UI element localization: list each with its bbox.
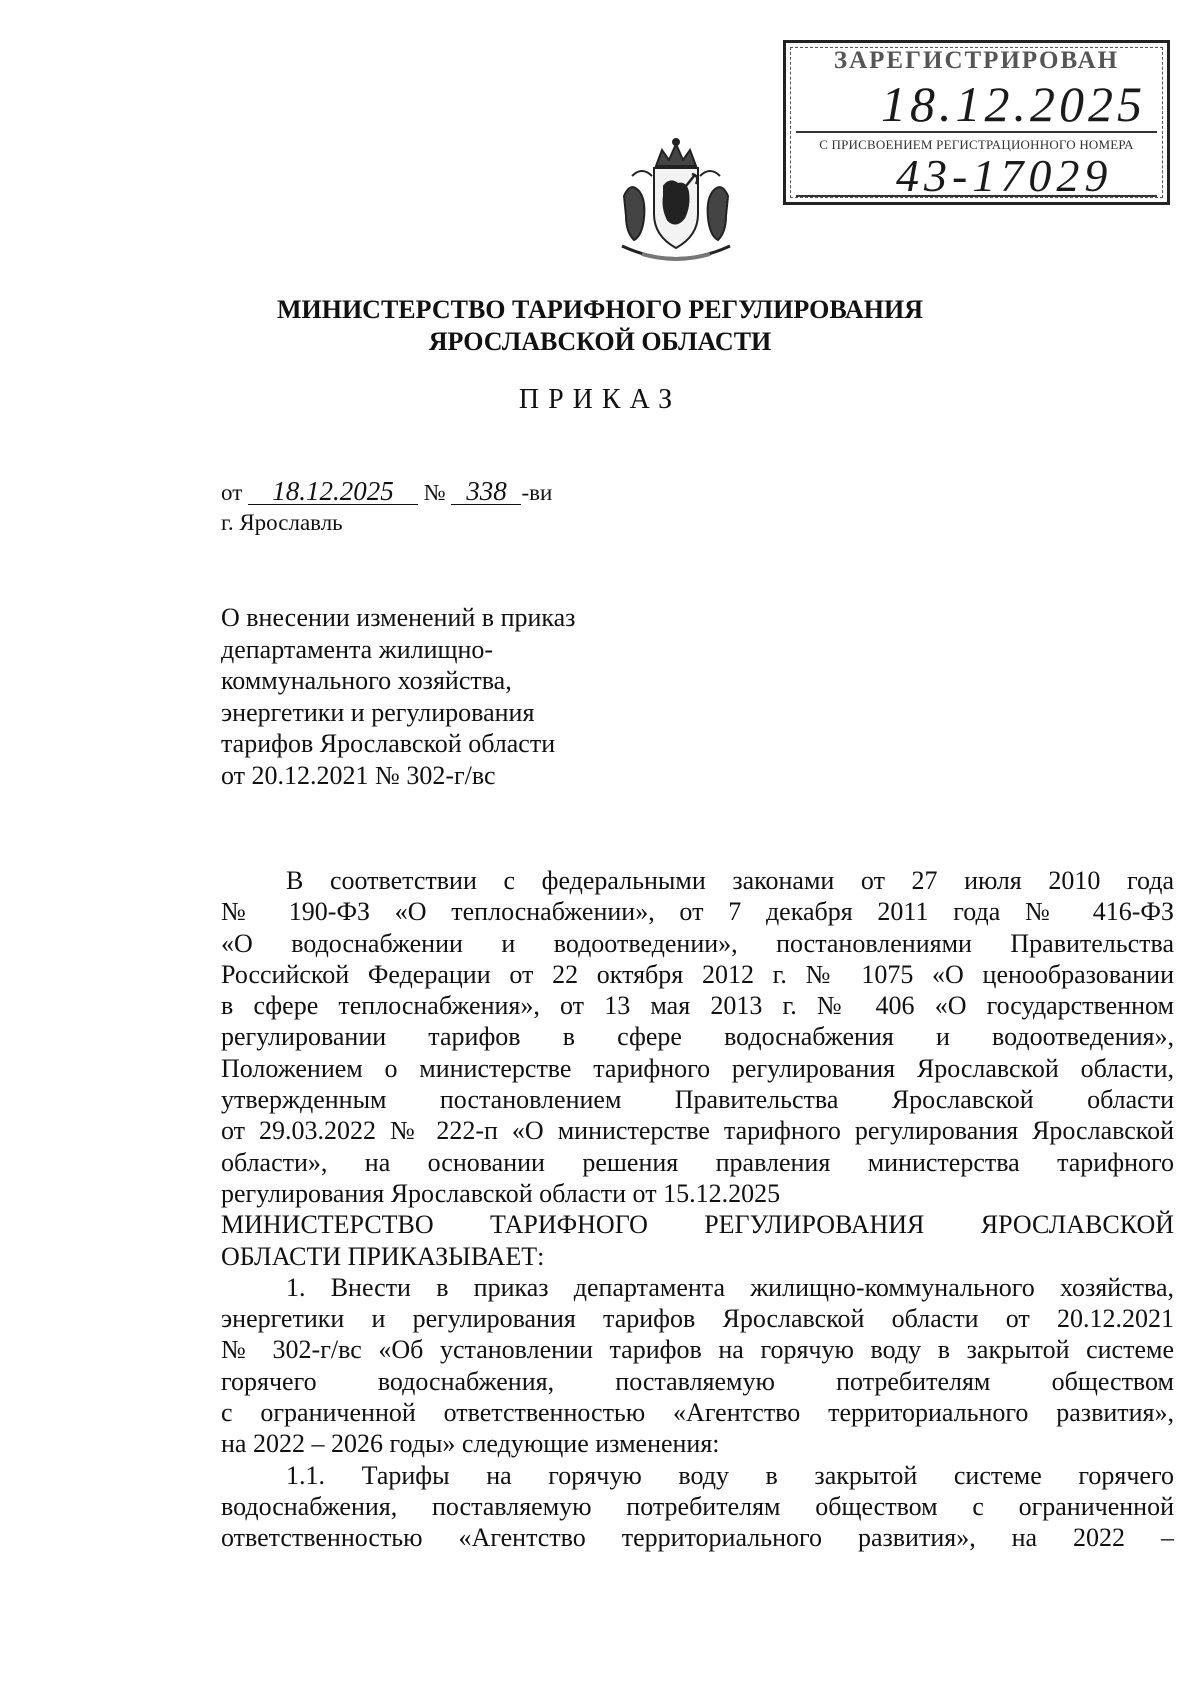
body-line: энергетики и регулирования тарифов Ярославской области от 20.12.2021 — [221, 1304, 1174, 1334]
stamp-divider — [796, 195, 1157, 197]
order-city: г. Ярославль — [221, 510, 343, 535]
order-line — [221, 478, 552, 506]
stamp-caption: С ПРИСВОЕНИЕМ РЕГИСТРАЦИОННОГО НОМЕРА — [819, 137, 1134, 152]
body-line: регулировании тарифов в сфере водоснабжения и водоотведения», — [221, 1022, 1174, 1052]
body-line: Российской Федерации от 22 октября 2012 г. № 1075 «О ценообразовании — [221, 959, 1174, 989]
subject-line: тарифов Ярославской области — [221, 729, 556, 758]
body-line: с ограниченной ответственностью «Агентство территориального развития», — [221, 1398, 1174, 1428]
body-line: в сфере теплоснабжения», от 13 мая 2013 г. № 406 «О государственном — [221, 991, 1174, 1021]
order-subject — [221, 602, 641, 791]
body-line: регулирования Ярославской области от 15.12.2025 — [221, 1178, 781, 1208]
document-type-title: ПРИКАЗ — [518, 384, 682, 415]
body-line: утвержденным постановлением Правительства Ярославской области — [221, 1085, 1174, 1115]
body-line: ответственностью «Агентство территориального развития», на 2022 – — [221, 1523, 1174, 1553]
order-handwritten-date: 18.12.2025 — [248, 478, 418, 505]
stamp-handwritten-date: 18.12.2025 — [881, 76, 1146, 132]
subject-line: коммунального хозяйства, — [221, 666, 512, 695]
ministry-name-line-1: МИНИСТЕРСТВО ТАРИФНОГО РЕГУЛИРОВАНИЯ — [276, 295, 924, 324]
body-line: МИНИСТЕРСТВО ТАРИФНОГО РЕГУЛИРОВАНИЯ ЯРОСЛАВСКОЙ — [221, 1210, 1174, 1240]
order-body-text — [221, 865, 1174, 1554]
subject-line: О внесении изменений в приказ — [221, 603, 576, 632]
subject-line: департамента жилищно- — [221, 634, 494, 664]
body-line: области», на основании решения правления министерства тарифного — [221, 1147, 1174, 1177]
registration-stamp — [783, 40, 1170, 205]
body-line: 1. Внести в приказ департамента жилищно-коммунального хозяйства, — [286, 1272, 1174, 1302]
subject-line: от 20.12.2021 № 302-г/вс — [221, 760, 496, 790]
body-line: В соответствии с федеральными законами от 27 июля 2010 года — [286, 866, 1174, 895]
body-line: ОБЛАСТИ ПРИКАЗЫВАЕТ: — [221, 1241, 545, 1271]
body-line: на 2022 – 2026 годы» следующие изменения: — [221, 1429, 720, 1459]
body-line: водоснабжения, поставляемую потребителям обществом с ограниченной — [221, 1491, 1174, 1521]
subject-line: энергетики и регулирования — [221, 697, 535, 727]
stamp-title: ЗАРЕГИСТРИРОВАН — [833, 47, 1120, 74]
order-handwritten-number: 338 — [451, 478, 521, 505]
order-number-label: № — [423, 480, 446, 505]
order-from-label: от — [221, 480, 243, 505]
body-line: горячего водоснабжения, поставляемую потребителям обществом — [221, 1366, 1174, 1396]
body-line: Положением о министерстве тарифного регулирования Ярославской области, — [221, 1053, 1174, 1083]
body-line: № 190-ФЗ «О теплоснабжении», от 7 декабря 2011 года № 416-ФЗ — [221, 897, 1174, 927]
body-line: «О водоснабжении и водоотведении», постановлениями Правительства — [221, 928, 1174, 958]
order-number-suffix: -ви — [521, 480, 553, 505]
body-line: 1.1. Тарифы на горячую воду в закрытой системе горячего — [286, 1460, 1174, 1490]
ministry-name-line-2: ЯРОСЛАВСКОЙ ОБЛАСТИ — [428, 327, 772, 356]
stamp-divider — [796, 131, 1157, 133]
stamp-registration-number: 43-17029 — [896, 150, 1113, 201]
body-line: № 302-г/вс «Об установлении тарифов на горячую воду в закрытой системе — [221, 1335, 1174, 1365]
coat-of-arms-icon — [612, 136, 740, 266]
body-line: от 29.03.2022 № 222-п «О министерстве тарифного регулирования Ярославской — [221, 1116, 1174, 1146]
